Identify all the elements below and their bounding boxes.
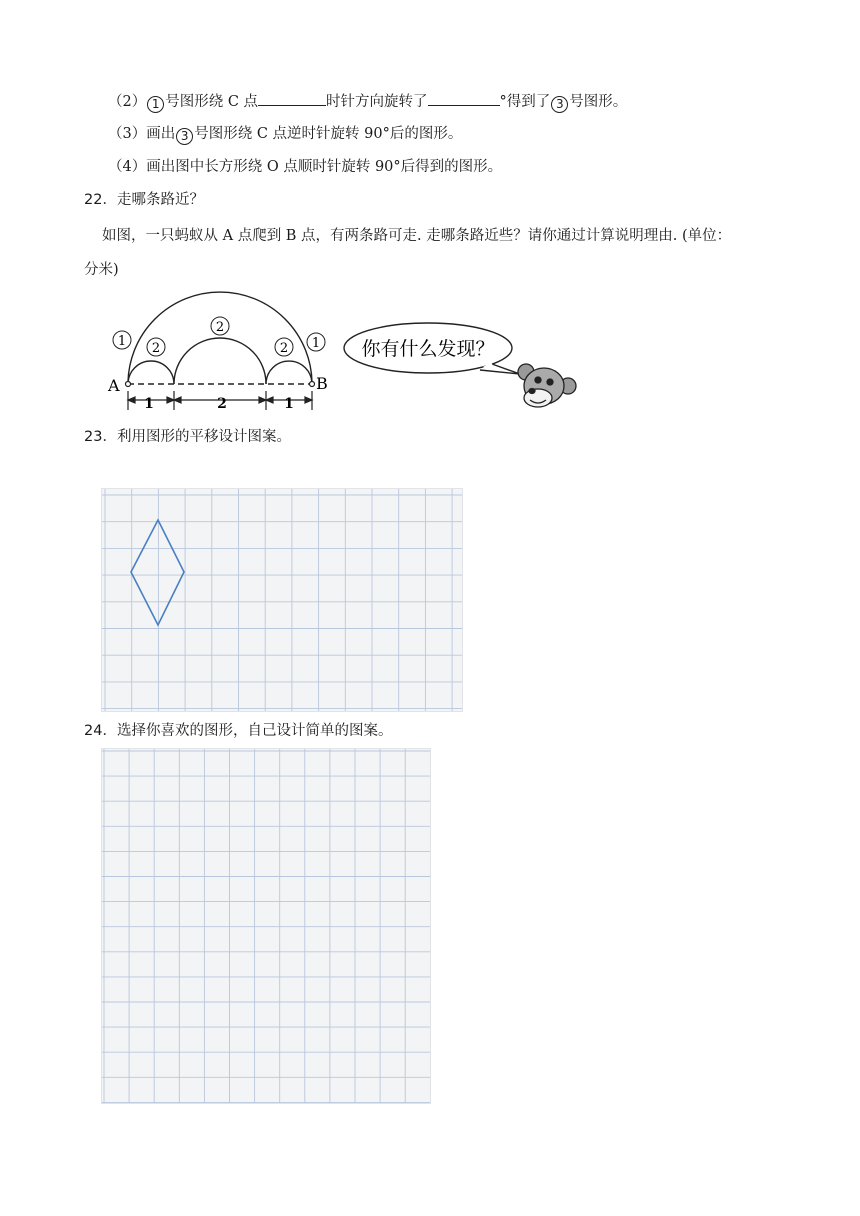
route1-label-left bbox=[113, 331, 131, 349]
svg-text:1: 1 bbox=[117, 334, 127, 349]
circled-number-3: 3 bbox=[176, 128, 193, 145]
route2-label-right bbox=[275, 338, 293, 356]
svg-text:2: 2 bbox=[279, 341, 289, 356]
segment-length-1: 1 bbox=[144, 396, 154, 412]
svg-text:2: 2 bbox=[215, 320, 225, 335]
q21-part2: （2） 1 号图形绕 C 点 时针方向旋转了 °得到了 3 号图形。 bbox=[108, 90, 627, 113]
rhombus-shape bbox=[131, 520, 184, 625]
route2-label-left bbox=[147, 338, 165, 356]
question-title: 选择你喜欢的图形，自己设计简单的图案。 bbox=[116, 723, 393, 739]
q21-part3: （3）画出 3 号图形绕 C 点逆时针旋转 90°后的图形。 bbox=[108, 126, 463, 143]
q22-body-line1: 如图，一只蚂蚁从 A 点爬到 B 点，有两条路可走. 走哪条路近些？请你通过计算说明理由. (单位： bbox=[102, 228, 732, 244]
speech-bubble-text: 你有什么发现？ bbox=[361, 338, 495, 360]
translation-design-grid[interactable] bbox=[101, 488, 463, 712]
ant-routes-figure bbox=[100, 288, 580, 418]
answer-blank-direction[interactable] bbox=[258, 90, 326, 106]
speech-bubble bbox=[344, 323, 520, 374]
point-a-dot bbox=[126, 382, 131, 387]
label-point-a: A bbox=[108, 376, 120, 395]
free-design-grid[interactable] bbox=[101, 748, 431, 1104]
q23-heading bbox=[84, 427, 291, 447]
question-title: 走哪条路近？ bbox=[116, 192, 204, 208]
answer-blank-angle[interactable] bbox=[428, 90, 500, 106]
route2-arc-right bbox=[266, 361, 312, 384]
route1-label-right bbox=[307, 333, 325, 351]
point-b-dot bbox=[310, 382, 315, 387]
route2-arc-middle bbox=[174, 338, 266, 384]
circled-number-3: 3 bbox=[551, 96, 568, 113]
q24-heading bbox=[84, 721, 392, 741]
route2-arc-left bbox=[128, 361, 174, 384]
question-title: 利用图形的平移设计图案。 bbox=[116, 429, 291, 445]
svg-text:1: 1 bbox=[311, 336, 321, 351]
q22-body-line2: 分米) bbox=[84, 262, 119, 278]
route2-label-top bbox=[211, 317, 229, 335]
q22-heading bbox=[84, 190, 204, 210]
segment-length-3: 1 bbox=[284, 396, 294, 412]
circled-number-1: 1 bbox=[147, 96, 164, 113]
question-number: 24． bbox=[84, 723, 117, 739]
question-number: 23． bbox=[84, 429, 117, 445]
segment-length-2: 2 bbox=[217, 396, 227, 412]
svg-text:2: 2 bbox=[151, 341, 161, 356]
label-point-b: B bbox=[316, 374, 328, 393]
q21-part4: （4）画出图中长方形绕 O 点顺时针旋转 90°后得到的图形。 bbox=[108, 159, 503, 175]
cartoon-mouse-icon bbox=[518, 364, 576, 407]
question-number: 22． bbox=[84, 192, 117, 208]
